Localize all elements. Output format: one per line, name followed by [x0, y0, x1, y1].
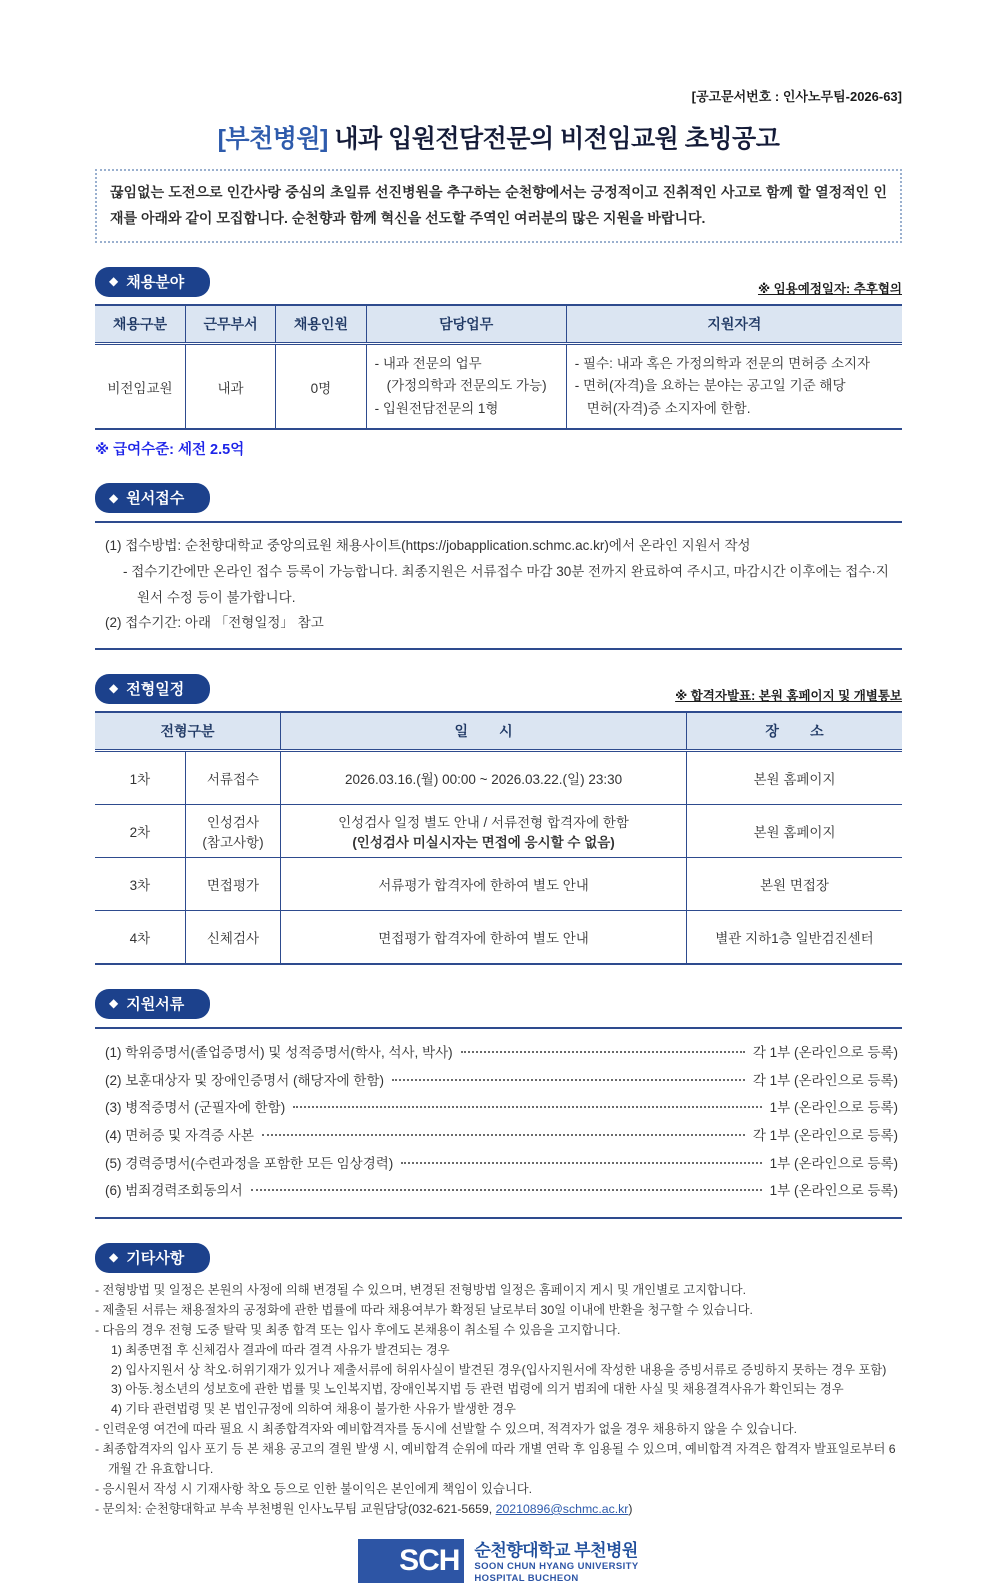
cell-count: 0명 [276, 343, 366, 429]
dot-leader [251, 1189, 762, 1191]
misc-item: - 응시원서 작성 시 기재사항 착오 등으로 인한 불이익은 본인에게 책임이 있습니다. [95, 1481, 533, 1496]
document-item [105, 1067, 898, 1095]
stage-name-line: 인성검사 [206, 814, 260, 830]
datetime-line: (인성검사 미실시자는 면접에 응시할 수 없음) [352, 834, 615, 850]
contact-email-link[interactable]: 20210896@schmc.ac.kr [495, 1501, 629, 1516]
misc-item: - 제출된 서류는 채용절차의 공정화에 관한 법률에 따라 채용여부가 확정된 날로부터 30일 이내에 반환을 청구할 수 있습니다. [95, 1302, 753, 1317]
cell-category: 비전임교원 [95, 343, 185, 429]
sch-logo-icon: SCH [358, 1539, 464, 1583]
recruitment-note: ※ 임용예정일자: 추후협의 [757, 281, 902, 296]
schedule-col-datetime: 일 시 [281, 712, 687, 751]
section-header-documents-label: 지원서류 [126, 995, 185, 1013]
schedule-table [95, 711, 902, 965]
hospital-name-en2: HOSPITAL BUCHEON [474, 1573, 579, 1585]
cell-qualifications [566, 343, 902, 429]
table-row [95, 750, 902, 804]
document-item [105, 1150, 898, 1178]
document-count: 1부 (온라인으로 등록) [769, 1100, 898, 1116]
application-item: (1) 접수방법: 순천향대학교 중앙의료원 채용사이트(https://jobapplication.schmc.ac.kr)에서 온라인 지원서 작성 [105, 538, 751, 554]
qualification-line: 면허(자격)증 소지자에 한함. [586, 400, 751, 416]
misc-subitem: 1) 최종면접 후 신체검사 결과에 따라 결격 사유가 발견되는 경우 [111, 1342, 450, 1357]
hospital-logo [95, 1536, 902, 1585]
hospital-name-kr: 순천향대학교 부천병원 [474, 1540, 638, 1560]
table-row [95, 910, 902, 964]
document-label: (6) 범죄경력조회동의서 [105, 1183, 243, 1199]
duty-line: - 입원전담전문의 1형 [374, 400, 499, 416]
hospital-name-en1: SOON CHUN HYANG UNIVERSITY [474, 1560, 639, 1572]
cell-duties [366, 343, 566, 429]
section-header-schedule [95, 674, 210, 704]
document-count: 1부 (온라인으로 등록) [769, 1183, 898, 1199]
section-header-recruitment [95, 267, 210, 297]
contact-suffix: ) [628, 1501, 633, 1516]
diamond-icon: ◆ [109, 681, 119, 696]
section-recruitment [95, 267, 902, 460]
misc-item: - 인력운영 여건에 따라 필요 시 최종합격자와 예비합격자를 동시에 선발할 수 있으며, 적격자가 없을 경우 채용하지 않을 수 있습니다. [95, 1422, 798, 1437]
document-count: 각 1부 (온라인으로 등록) [752, 1072, 898, 1088]
document-item [105, 1122, 898, 1150]
diamond-icon: ◆ [109, 274, 119, 289]
schedule-col-place: 장 소 [687, 712, 902, 751]
document-item [105, 1039, 898, 1067]
section-header-schedule-label: 전형일정 [126, 680, 185, 698]
cell-stage: 1차 [95, 750, 185, 804]
recruitment-col-count: 채용인원 [276, 305, 366, 344]
section-header-misc-label: 기타사항 [126, 1249, 185, 1267]
cell-place: 본원 면접장 [687, 857, 902, 910]
diamond-icon: ◆ [109, 1250, 119, 1265]
document-label: (3) 병적증명서 (군필자에 한함) [105, 1100, 286, 1116]
misc-subitem: 3) 아동.청소년의 성보호에 관한 법률 및 노인복지법, 장애인복지법 등 관련 법령에 의거 범죄에 대한 사실 및 채용결격사유가 확인되는 경우 [111, 1382, 844, 1397]
stage-name-line: (참고사항) [202, 834, 264, 850]
document-item [105, 1177, 898, 1205]
document-label: (2) 보훈대상자 및 장애인증명서 (해당자에 한함) [105, 1072, 384, 1088]
section-header-misc [95, 1243, 210, 1273]
recruitment-col-qualifications: 지원자격 [566, 305, 902, 344]
diamond-icon: ◆ [109, 996, 119, 1011]
cell-stage-name: 면접평가 [185, 857, 280, 910]
cell-datetime: 면접평가 합격자에 한하여 별도 안내 [281, 910, 687, 964]
application-item: (2) 접수기간: 아래 「전형일정」 참고 [105, 615, 324, 631]
cell-datetime: 서류평가 합격자에 한하여 별도 안내 [281, 857, 687, 910]
section-schedule [95, 674, 902, 965]
section-header-recruitment-label: 채용분야 [126, 273, 185, 291]
qualification-line: - 필수: 내과 혹은 가정의학과 전문의 면허증 소지자 [574, 356, 871, 372]
page-title-main: 내과 입원전담전문의 비전임교원 초빙공고 [327, 125, 780, 153]
cell-stage-name: 서류접수 [185, 750, 280, 804]
cell-department: 내과 [185, 343, 275, 429]
misc-item: - 다음의 경우 전형 도중 탈락 및 최종 합격 또는 입사 후에도 본채용이 취소될 수 있음을 고지합니다. [95, 1322, 621, 1337]
document-count: 각 1부 (온라인으로 등록) [752, 1127, 898, 1143]
section-misc [95, 1243, 902, 1520]
cell-stage: 4차 [95, 910, 185, 964]
contact-prefix: - 문의처: 순천향대학교 부속 부천병원 인사노무팀 교원담당(032-621-5659, [95, 1501, 496, 1516]
document-count: 각 1부 (온라인으로 등록) [752, 1044, 898, 1060]
misc-item: - 최종합격자의 입사 포기 등 본 채용 공고의 결원 발생 시, 예비합격 순위에 따라 개별 연락 후 임용될 수 있으며, 예비합격 자격은 합격자 발표일로부터 6개월 간 유효합니다. [95, 1442, 896, 1477]
section-header-application-label: 원서접수 [126, 490, 185, 508]
document-label: (1) 학위증명서(졸업증명서) 및 성적증명서(학사, 석사, 박사) [105, 1044, 453, 1060]
contact-line [95, 1500, 902, 1520]
dot-leader [262, 1134, 745, 1136]
schedule-col-stage: 전형구분 [95, 712, 281, 751]
schedule-note: ※ 합격자발표: 본원 홈페이지 및 개별통보 [675, 688, 902, 703]
document-count: 1부 (온라인으로 등록) [769, 1155, 898, 1171]
recruitment-col-duties: 담당업무 [366, 305, 566, 344]
cell-place: 본원 홈페이지 [687, 750, 902, 804]
datetime-line: 인성검사 일정 별도 안내 / 서류전형 합격자에 한함 [338, 814, 629, 830]
document-label: (5) 경력증명서(수련과정을 포함한 모든 임상경력) [105, 1155, 394, 1171]
page-title-hospital: [부천병원] [217, 125, 328, 153]
cell-datetime [281, 804, 687, 857]
duty-line: (가정의학과 전문의도 가능) [386, 378, 547, 394]
table-row [95, 804, 902, 857]
misc-item: - 전형방법 및 일정은 본원의 사정에 의해 변경될 수 있으며, 변경된 전형방법 일정은 홈페이지 게시 및 개인별로 고지합니다. [95, 1282, 747, 1297]
dot-leader [293, 1106, 761, 1108]
recruitment-col-category: 채용구분 [95, 305, 185, 344]
diamond-icon: ◆ [109, 490, 119, 505]
intro-box: 끊임없는 도전으로 인간사랑 중심의 초일류 선진병원을 추구하는 순천향에서는 긍정적이고 진취적인 사고로 함께 할 열정적인 인재를 아래와 같이 모집합니다. 순천향과 함께 혁신을 선도할 주역인 여러분의 많은 지원을 바랍니다. [95, 169, 902, 243]
table-row [95, 343, 902, 429]
cell-stage-name [185, 804, 280, 857]
salary-note: ※ 급여수준: 세전 2.5억 [95, 442, 245, 459]
recruitment-table [95, 304, 902, 431]
cell-place: 별관 지하1층 일반검진센터 [687, 910, 902, 964]
section-application [95, 483, 902, 650]
section-documents [95, 989, 902, 1219]
dot-leader [461, 1051, 745, 1053]
application-item: - 접수기간에만 온라인 접수 등록이 가능합니다. 최종지원은 서류접수 마감 30분 전까지 완료하여 주시고, 마감시간 이후에는 접수·지원서 수정 등이 불가합니다. [123, 563, 889, 605]
document-label: (4) 면허증 및 자격증 사본 [105, 1127, 254, 1143]
cell-stage: 2차 [95, 804, 185, 857]
misc-subitem: 2) 입사지원서 상 착오·허위기재가 있거나 제출서류에 허위사실이 발견된 경우(입사지원서에 작성한 내용을 증빙서류로 증빙하지 못하는 경우 포함) [111, 1362, 887, 1377]
section-header-documents [95, 989, 210, 1019]
qualification-line: - 면허(자격)을 요하는 분야는 공고일 기준 해당 [574, 378, 846, 394]
cell-stage-name: 신체검사 [185, 910, 280, 964]
recruitment-col-department: 근무부서 [185, 305, 275, 344]
cell-datetime: 2026.03.16.(월) 00:00 ~ 2026.03.22.(일) 23:30 [281, 750, 687, 804]
page-title [95, 119, 902, 155]
dot-leader [401, 1162, 761, 1164]
dot-leader [392, 1079, 745, 1081]
duty-line: - 내과 전문의 업무 [374, 356, 482, 372]
cell-place: 본원 홈페이지 [687, 804, 902, 857]
table-row [95, 857, 902, 910]
misc-subitem: 4) 기타 관련법령 및 본 법인규정에 의하여 채용이 불가한 사유가 발생한 경우 [111, 1402, 516, 1417]
doc-number: [공고문서번호 : 인사노무팀-2026-63] [691, 89, 902, 104]
document-item [105, 1094, 898, 1122]
section-header-application [95, 483, 210, 513]
cell-stage: 3차 [95, 857, 185, 910]
